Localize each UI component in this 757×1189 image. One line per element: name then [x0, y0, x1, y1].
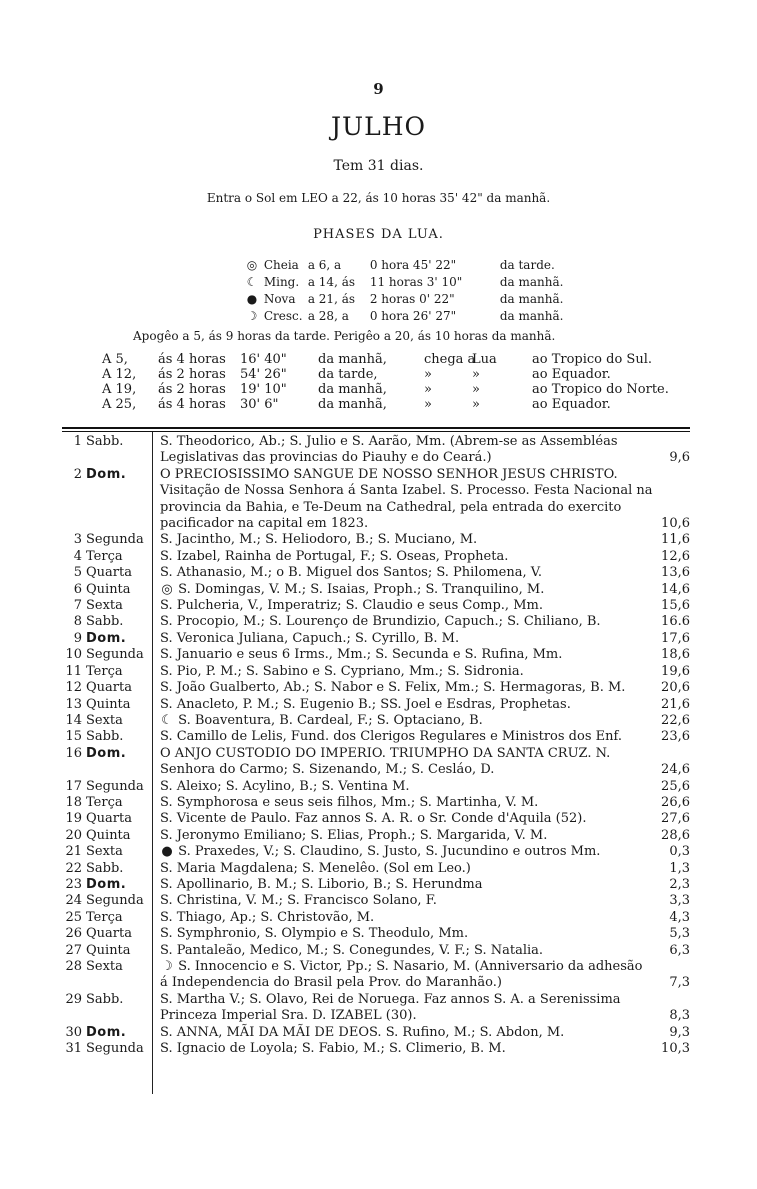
golden-number: 9,3 — [669, 1024, 690, 1040]
day-number: 12 — [65, 680, 82, 696]
day-number: 4 — [73, 548, 82, 564]
table-row — [60, 779, 690, 795]
table-row — [60, 877, 690, 893]
table-top-rule-thin — [62, 431, 690, 432]
table-row — [60, 565, 690, 581]
saints-text — [160, 532, 654, 548]
weekday: Dom. — [86, 630, 127, 646]
golden-number: 1,3 — [669, 860, 690, 876]
weekday: Quarta — [86, 565, 132, 581]
saints-names: S. Innocencio e S. Victor, Pp.; S. Nasario, M. (Anniversario da adhesão á Independencia do Brasil pela Prov. do Maranhão.) — [160, 959, 643, 991]
saints-names: S. Ignacio de Loyola; S. Fabio, M.; S. Climerio, B. M. — [160, 1041, 506, 1057]
table-row — [60, 713, 690, 729]
day-cell — [60, 877, 154, 893]
day-cell — [60, 844, 154, 860]
saints-names: S. Camillo de Lelis, Fund. dos Clerigos Regulares e Ministros dos Enf. — [160, 729, 622, 745]
tropic-row — [102, 352, 669, 367]
tropic-day: A 19, — [102, 382, 137, 397]
golden-number: 22,6 — [661, 712, 690, 728]
tropic-hour: ás 2 horas — [158, 367, 226, 382]
calendar-table — [60, 434, 690, 1057]
day-number: 6 — [73, 581, 82, 597]
table-row — [60, 697, 690, 713]
phase-name: Nova — [263, 292, 296, 306]
golden-number: 17,6 — [661, 630, 690, 646]
golden-number: 7,3 — [669, 975, 690, 991]
phase-name: Cresc. — [263, 309, 303, 323]
saints-names: S. Vicente de Paulo. Faz annos S. A. R. o Sr. Conde d'Aquila (52). — [160, 811, 587, 827]
saints-names: S. Theodorico, Ab.; S. Julio e S. Aarão, Mm. (Abrem-se as Assembléas Legislativas das provincias do Piauhy e do Ceará.) — [160, 434, 618, 466]
saints-text — [160, 779, 654, 795]
new-moon-icon: ● — [246, 292, 258, 306]
golden-number: 26,6 — [661, 794, 690, 810]
day-number: 13 — [65, 696, 82, 712]
tropic-row — [102, 367, 669, 382]
tropic-chega: » — [424, 367, 432, 382]
saints-text — [160, 893, 654, 909]
full-moon-icon: ◎ — [246, 258, 258, 272]
weekday: Sexta — [86, 959, 123, 974]
tropic-row — [102, 397, 669, 412]
saints-text — [160, 811, 654, 827]
day-number: 3 — [73, 532, 82, 548]
tropic-destination: ao Tropico do Norte. — [532, 382, 669, 397]
tropic-day: A 5, — [102, 352, 128, 367]
saints-text — [160, 664, 654, 680]
tropic-chega: » — [424, 397, 432, 412]
saints-names: S. Symphorosa e seus seis filhos, Mm.; S. Martinha, V. M. — [160, 794, 539, 810]
day-number: 16 — [65, 745, 82, 761]
tropic-lua: » — [472, 367, 480, 382]
day-cell — [60, 828, 154, 844]
saints-text — [160, 434, 654, 467]
last-quarter-icon: ☾ — [246, 275, 258, 289]
weekday: Segunda — [86, 532, 144, 548]
saints-names: S. Athanasio, M.; o B. Miguel dos Santos; S. Philomena, V. — [160, 565, 542, 581]
day-cell — [60, 680, 154, 696]
saints-names: S. Apollinario, B. M.; S. Liborio, B.; S. Herundma — [160, 876, 483, 892]
saints-text — [160, 729, 654, 745]
tropic-time: 19' 10" — [240, 382, 287, 397]
table-row — [60, 992, 690, 1025]
saints-names: S. Procopio, M.; S. Lourenço de Brundizio, Capuch.; S. Chiliano, B. — [160, 614, 601, 630]
phase-date: a 21, ás — [307, 292, 356, 306]
saints-text — [160, 1025, 654, 1041]
table-row — [60, 582, 690, 598]
tropic-hour: ás 4 horas — [158, 352, 226, 367]
saints-names: S. Aleixo; S. Acylino, B.; S. Ventina M. — [160, 778, 410, 794]
day-cell — [60, 959, 154, 975]
saints-text — [160, 877, 654, 893]
golden-number: 20,6 — [661, 680, 690, 696]
table-row — [60, 811, 690, 827]
day-cell — [60, 434, 154, 450]
table-row — [60, 1025, 690, 1041]
tropic-time: 30' 6" — [240, 397, 279, 412]
table-row — [60, 746, 690, 779]
moon-phases-heading: PHASES DA LUA. — [313, 227, 444, 242]
weekday: Sexta — [86, 712, 123, 728]
golden-number: 11,6 — [661, 532, 690, 548]
table-row — [60, 647, 690, 663]
phase-name: Cheia — [263, 258, 299, 272]
weekday: Segunda — [86, 647, 144, 663]
phase-period: da manhã. — [499, 292, 564, 306]
day-number: 7 — [73, 598, 82, 614]
golden-number: 19,6 — [661, 663, 690, 679]
apogee-perigee-note: Apogêo a 5, ás 9 horas da tarde. Perigêo a 20, ás 10 horas da manhã. — [133, 329, 556, 343]
month-title: JULHO — [331, 112, 426, 141]
saints-names: S. Jeronymo Emiliano; S. Elias, Proph.; S. Margarida, V. M. — [160, 827, 548, 843]
day-cell — [60, 729, 154, 745]
saints-names: S. Pantaleão, Medico, M.; S. Conegundes, V. F.; S. Natalia. — [160, 942, 544, 958]
saints-names: S. Christina, V. M.; S. Francisco Solano, F. — [160, 893, 437, 909]
saints-names: S. Boaventura, B. Cardeal, F.; S. Optaciano, B. — [178, 712, 483, 728]
golden-number: 0,3 — [669, 844, 690, 860]
phase-time: 0 hora 26' 27" — [369, 309, 457, 323]
saints-names: S. Anacleto, P. M.; S. Eugenio B.; SS. Joel e Esdras, Prophetas. — [160, 696, 571, 712]
saints-text — [160, 795, 654, 811]
table-top-rule — [62, 427, 690, 429]
saints-text — [160, 467, 654, 533]
golden-number: 13,6 — [661, 565, 690, 581]
tropic-period: da manhã, — [318, 397, 387, 412]
golden-number: 10,6 — [661, 516, 690, 532]
table-row — [60, 795, 690, 811]
table-row — [60, 664, 690, 680]
weekday: Terça — [86, 663, 123, 679]
saints-text — [160, 746, 654, 779]
table-row — [60, 631, 690, 647]
golden-number: 28,6 — [661, 827, 690, 843]
saints-names: S. Domingas, V. M.; S. Isaias, Proph.; S. Tranquilino, M. — [178, 581, 545, 597]
saints-text — [160, 910, 654, 926]
golden-number: 23,6 — [661, 729, 690, 745]
weekday: Sabb. — [86, 434, 124, 449]
saints-names: S. ANNA, MÃI DA MÃI DE DEOS. S. Rufino, M.; S. Abdon, M. — [160, 1024, 565, 1040]
tropic-chega: chega a — [424, 352, 476, 367]
golden-number: 24,6 — [661, 762, 690, 778]
moon-phase-row — [244, 274, 563, 291]
day-number: 11 — [65, 663, 82, 679]
table-row — [60, 614, 690, 630]
golden-number: 14,6 — [661, 581, 690, 597]
tropic-day: A 12, — [102, 367, 137, 382]
saints-names: S. Maria Magdalena; S. Menelêo. (Sol em Leo.) — [160, 860, 471, 876]
day-cell — [60, 992, 154, 1008]
golden-number: 3,3 — [669, 893, 690, 909]
weekday: Terça — [86, 548, 123, 564]
golden-number: 4,3 — [669, 909, 690, 925]
golden-number: 6,3 — [669, 942, 690, 958]
day-number: 26 — [65, 926, 82, 942]
day-number: 14 — [65, 712, 82, 728]
day-cell — [60, 631, 154, 647]
tropic-row — [102, 382, 669, 397]
weekday: Dom. — [86, 745, 127, 761]
phase-date: a 14, ás — [307, 275, 356, 289]
day-cell — [60, 779, 154, 795]
day-cell — [60, 1025, 154, 1041]
day-number: 9 — [73, 630, 82, 646]
tropic-time: 54' 26" — [240, 367, 287, 382]
phase-date: a 28, a — [307, 309, 349, 323]
tropic-lua: » — [472, 382, 480, 397]
table-row — [60, 943, 690, 959]
weekday: Segunda — [86, 1041, 144, 1057]
day-cell — [60, 893, 154, 909]
day-number: 21 — [65, 844, 82, 860]
saints-text — [160, 713, 654, 729]
phase-time: 11 horas 3' 10" — [369, 275, 463, 289]
saints-text — [160, 614, 654, 630]
tropic-time: 16' 40" — [240, 352, 287, 367]
weekday: Dom. — [86, 1024, 127, 1040]
weekday: Dom. — [86, 466, 127, 482]
page-number: 9 — [373, 80, 384, 98]
saints-text — [160, 828, 654, 844]
day-cell — [60, 746, 154, 762]
saints-names: S. Veronica Juliana, Capuch.; S. Cyrillo, B. M. — [160, 630, 460, 646]
golden-number: 2,3 — [669, 876, 690, 892]
weekday: Segunda — [86, 893, 144, 909]
table-row — [60, 549, 690, 565]
phase-period: da manhã. — [499, 309, 564, 323]
table-row — [60, 861, 690, 877]
day-number: 23 — [65, 876, 82, 892]
weekday: Terça — [86, 909, 123, 925]
day-number: 28 — [65, 959, 82, 974]
day-cell — [60, 532, 154, 548]
table-row — [60, 729, 690, 745]
day-number: 25 — [65, 909, 82, 925]
weekday: Sabb. — [86, 614, 124, 630]
month-days-count: Tem 31 dias. — [333, 158, 424, 174]
sun-entry-note: Entra o Sol em LEO a 22, ás 10 horas 35' 42" da manhã. — [206, 191, 551, 205]
saints-text — [160, 631, 654, 647]
day-cell — [60, 795, 154, 811]
saints-names: S. Pio, P. M.; S. Sabino e S. Cypriano, Mm.; S. Sidronia. — [160, 663, 524, 679]
saints-names: S. Thiago, Ap.; S. Christovão, M. — [160, 909, 375, 925]
saints-text — [160, 844, 654, 860]
weekday: Sabb. — [86, 860, 124, 876]
day-cell — [60, 598, 154, 614]
day-cell — [60, 467, 154, 483]
weekday: Quarta — [86, 811, 132, 827]
phase-period: da tarde. — [499, 258, 555, 272]
saints-names: S. Pulcheria, V., Imperatriz; S. Claudio e seus Comp., Mm. — [160, 598, 543, 614]
moon-phase-row — [244, 257, 563, 274]
last-quarter-icon: ☾ — [161, 712, 173, 728]
weekday: Sabb. — [86, 991, 124, 1007]
weekday: Quinta — [86, 581, 131, 597]
day-number: 1 — [73, 434, 82, 449]
phase-period: da manhã. — [499, 275, 564, 289]
saints-text — [160, 943, 654, 959]
moon-phase-row — [244, 308, 563, 325]
saints-text — [160, 565, 654, 581]
saints-names: S. Izabel, Rainha de Portugal, F.; S. Oseas, Propheta. — [160, 548, 509, 564]
new-moon-icon: ● — [161, 844, 173, 860]
saints-text — [160, 861, 654, 877]
saints-names: O PRECIOSISSIMO SANGUE DE NOSSO SENHOR JESUS CHRISTO. Visitação de Nossa Senhora á Santa Izabel. S. Processo. Festa Nacional na provincia da Bahia, e Te-Deum na Cathedral, pela entrada do exercito pacificador na capital em 1823. — [160, 466, 653, 532]
golden-number: 21,6 — [661, 696, 690, 712]
day-number: 29 — [65, 991, 82, 1007]
day-cell — [60, 713, 154, 729]
day-number: 20 — [65, 827, 82, 843]
tropic-destination: ao Tropico do Sul. — [532, 352, 652, 367]
phase-date: a 6, a — [307, 258, 342, 272]
saints-text — [160, 1041, 654, 1057]
day-number: 18 — [65, 794, 82, 810]
day-cell — [60, 647, 154, 663]
saints-names: S. Martha V.; S. Olavo, Rei de Noruega. Faz annos S. A. a Serenissima Princeza Imperial Sra. D. IZABEL (30). — [160, 991, 621, 1024]
saints-text — [160, 697, 654, 713]
table-row — [60, 828, 690, 844]
saints-names: S. Januario e seus 6 Irms., Mm.; S. Secunda e S. Rufina, Mm. — [160, 647, 563, 663]
tropic-destination: ao Equador. — [532, 367, 611, 382]
saints-text — [160, 582, 654, 598]
day-number: 24 — [65, 893, 82, 909]
tropic-destination: ao Equador. — [532, 397, 611, 412]
phase-time: 2 horas 0' 22" — [369, 292, 455, 306]
table-row — [60, 959, 690, 992]
day-number: 19 — [65, 811, 82, 827]
moon-phases-list — [244, 257, 563, 325]
golden-number: 5,3 — [669, 926, 690, 942]
weekday: Quinta — [86, 942, 131, 958]
day-cell — [60, 549, 154, 565]
day-number: 31 — [65, 1041, 82, 1057]
day-number: 22 — [65, 860, 82, 876]
golden-number: 18,6 — [661, 647, 690, 663]
day-number: 27 — [65, 942, 82, 958]
day-cell — [60, 614, 154, 630]
golden-number: 15,6 — [661, 598, 690, 614]
tropic-day: A 25, — [102, 397, 137, 412]
weekday: Quinta — [86, 696, 131, 712]
golden-number: 16.6 — [661, 614, 690, 630]
tropic-hour: ás 2 horas — [158, 382, 226, 397]
tropic-lua: » — [472, 397, 480, 412]
saints-names: O ANJO CUSTODIO DO IMPERIO. TRIUMPHO DA SANTA CRUZ. N. Senhora do Carmo; S. Sizenando, M.; S. Cesláo, D. — [160, 745, 611, 778]
day-number: 5 — [73, 565, 82, 581]
table-row — [60, 1041, 690, 1057]
day-cell — [60, 926, 154, 942]
weekday: Sabb. — [86, 729, 124, 745]
day-cell — [60, 861, 154, 877]
day-cell — [60, 664, 154, 680]
day-number: 2 — [73, 466, 82, 482]
saints-text — [160, 647, 654, 663]
saints-text — [160, 959, 654, 992]
weekday: Quarta — [86, 926, 132, 942]
saints-text — [160, 598, 654, 614]
day-cell — [60, 565, 154, 581]
saints-text — [160, 992, 654, 1025]
day-cell — [60, 697, 154, 713]
saints-names: S. João Gualberto, Ab.; S. Nabor e S. Felix, Mm.; S. Hermagoras, B. M. — [160, 680, 626, 696]
weekday: Terça — [86, 794, 123, 810]
saints-names: S. Praxedes, V.; S. Claudino, S. Justo, S. Jucundino e outros Mm. — [178, 844, 601, 860]
day-number: 10 — [65, 647, 82, 663]
day-cell — [60, 910, 154, 926]
day-number: 8 — [73, 614, 82, 630]
tropic-period: da tarde, — [318, 367, 378, 382]
phase-name: Ming. — [263, 275, 300, 289]
golden-number: 25,6 — [661, 778, 690, 794]
weekday: Segunda — [86, 778, 144, 794]
weekday: Quarta — [86, 680, 132, 696]
golden-number: 27,6 — [661, 811, 690, 827]
first-quarter-icon: ☽ — [161, 959, 173, 974]
table-row — [60, 532, 690, 548]
saints-text — [160, 549, 654, 565]
day-cell — [60, 811, 154, 827]
table-row — [60, 467, 690, 533]
golden-number: 9,6 — [669, 450, 690, 466]
tropic-chega: » — [424, 382, 432, 397]
golden-number: 8,3 — [669, 1008, 690, 1024]
table-row — [60, 893, 690, 909]
weekday: Quinta — [86, 827, 131, 843]
tropic-period: da manhã, — [318, 352, 387, 367]
weekday: Dom. — [86, 876, 127, 892]
full-moon-icon: ◎ — [161, 581, 173, 597]
golden-number: 12,6 — [661, 548, 690, 564]
table-row — [60, 926, 690, 942]
weekday: Sexta — [86, 598, 123, 614]
weekday: Sexta — [86, 844, 123, 860]
day-number: 15 — [65, 729, 82, 745]
day-cell — [60, 943, 154, 959]
saints-text — [160, 680, 654, 696]
saints-text — [160, 926, 654, 942]
day-number: 30 — [65, 1024, 82, 1040]
tropic-period: da manhã, — [318, 382, 387, 397]
saints-names: S. Symphronio, S. Olympio e S. Theodulo, Mm. — [160, 926, 469, 942]
tropic-hour: ás 4 horas — [158, 397, 226, 412]
table-row — [60, 434, 690, 467]
table-row — [60, 680, 690, 696]
day-cell — [60, 582, 154, 598]
golden-number: 10,3 — [661, 1041, 690, 1057]
day-cell — [60, 1041, 154, 1057]
saints-names: S. Jacintho, M.; S. Heliodoro, B.; S. Muciano, M. — [160, 532, 478, 548]
day-number: 17 — [65, 778, 82, 794]
table-row — [60, 910, 690, 926]
first-quarter-icon: ☽ — [246, 309, 258, 323]
tropics-list — [102, 352, 669, 412]
table-row — [60, 598, 690, 614]
moon-phase-row — [244, 291, 563, 308]
tropic-lua: Lua — [472, 352, 497, 367]
phase-time: 0 hora 45' 22" — [369, 258, 457, 272]
table-row — [60, 844, 690, 860]
